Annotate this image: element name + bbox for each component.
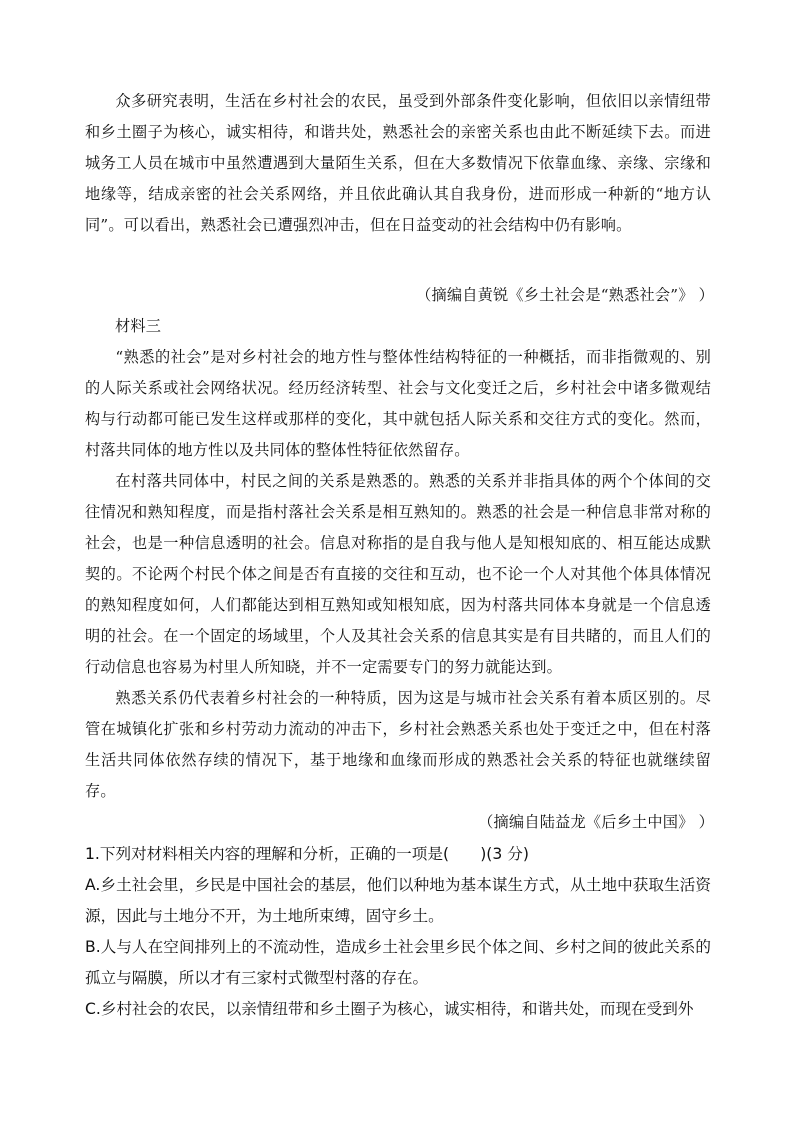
- question-1-option-b: B.人与人在空间排列上的不流动性，造成乡土社会里乡民个体之间、乡村之间的彼此关系的孤立与隔膜，所以才有三家村式微型村落的存在。: [85, 938, 711, 987]
- material3-paragraph-3: 熟悉关系仍代表着乡村社会的一种特质，因为这是与城市社会关系有着本质区别的。尽管在城镇化扩张和乡村劳动力流动的冲击下，乡村社会熟悉关系也处于变迁之中，但在村落生活共同体依然存续的情况下，基于地缘和血缘而形成的熟悉社会关系的特征也就继续留存。: [85, 689, 711, 800]
- question-1-stem: 1.下列对材料相关内容的理解和分析，正确的一项是( )(3 分): [85, 845, 529, 863]
- material3-label: 材料三: [115, 317, 162, 335]
- material3-paragraph-2: 在村落共同体中，村民之间的关系是熟悉的。熟悉的关系并非指具体的两个个体间的交往情况和熟知程度，而是指村落社会关系是相互熟知的。熟悉的社会是一种信息非常对称的社会，也是一种信息透明的社会。信息对称指的是自我与他人是知根知底的、相互能达成默契的。不论两个村民个体之间是否有直接的交往和互动，也不论一个人对其他个体具体情况的熟知程度如何，人们都能达到相互熟知或知根知底，因为村落共同体本身就是一个信息透明的社会。在一个固定的场域里，个人及其社会关系的信息其实是有目共睹的，而且人们的行动信息也容易为村里人所知晓，并不一定需要专门的努力就能达到。: [85, 472, 711, 676]
- material3-paragraph-1: “熟悉的社会”是对乡村社会的地方性与整体性结构特征的一种概括，而非指微观的、别的人际关系或社会网络状况。经历经济转型、社会与文化变迁之后，乡村社会中诸多微观结构与行动都可能已发生这样或那样的变化，其中就包括人际关系和交往方式的变化。然而，村落共同体的地方性以及共同体的整体性特征依然留存。: [85, 348, 711, 459]
- material3-source: （摘编自陆益龙《后乡土中国》 ）: [478, 813, 714, 831]
- question-1-option-a: A.乡土社会里，乡民是中国社会的基层，他们以种地为基本谋生方式，从土地中获取生活资源，因此与土地分不开，为土地所束缚，固守乡土。: [85, 876, 711, 925]
- question-1-option-c: C.乡村社会的农民，以亲情纽带和乡土圈子为核心，诚实相待，和谐共处，而现在受到外: [85, 1000, 694, 1018]
- material2-source: （摘编自黄锐《乡土社会是“熟悉社会”》 ）: [416, 286, 714, 304]
- material2-paragraph: 众多研究表明，生活在乡村社会的农民，虽受到外部条件变化影响，但依旧以亲情纽带和乡土圈子为核心，诚实相待，和谐共处，熟悉社会的亲密关系也由此不断延续下去。而进城务工人员在城市中虽然遭遇到大量陌生关系，但在大多数情况下依靠血缘、亲缘、宗缘和地缘等，结成亲密的社会关系网络，并且依此确认其自我身份，进而形成一种新的“地方认同”。可以看出，熟悉社会已遭强烈冲击，但在日益变动的社会结构中仍有影响。: [85, 92, 711, 234]
